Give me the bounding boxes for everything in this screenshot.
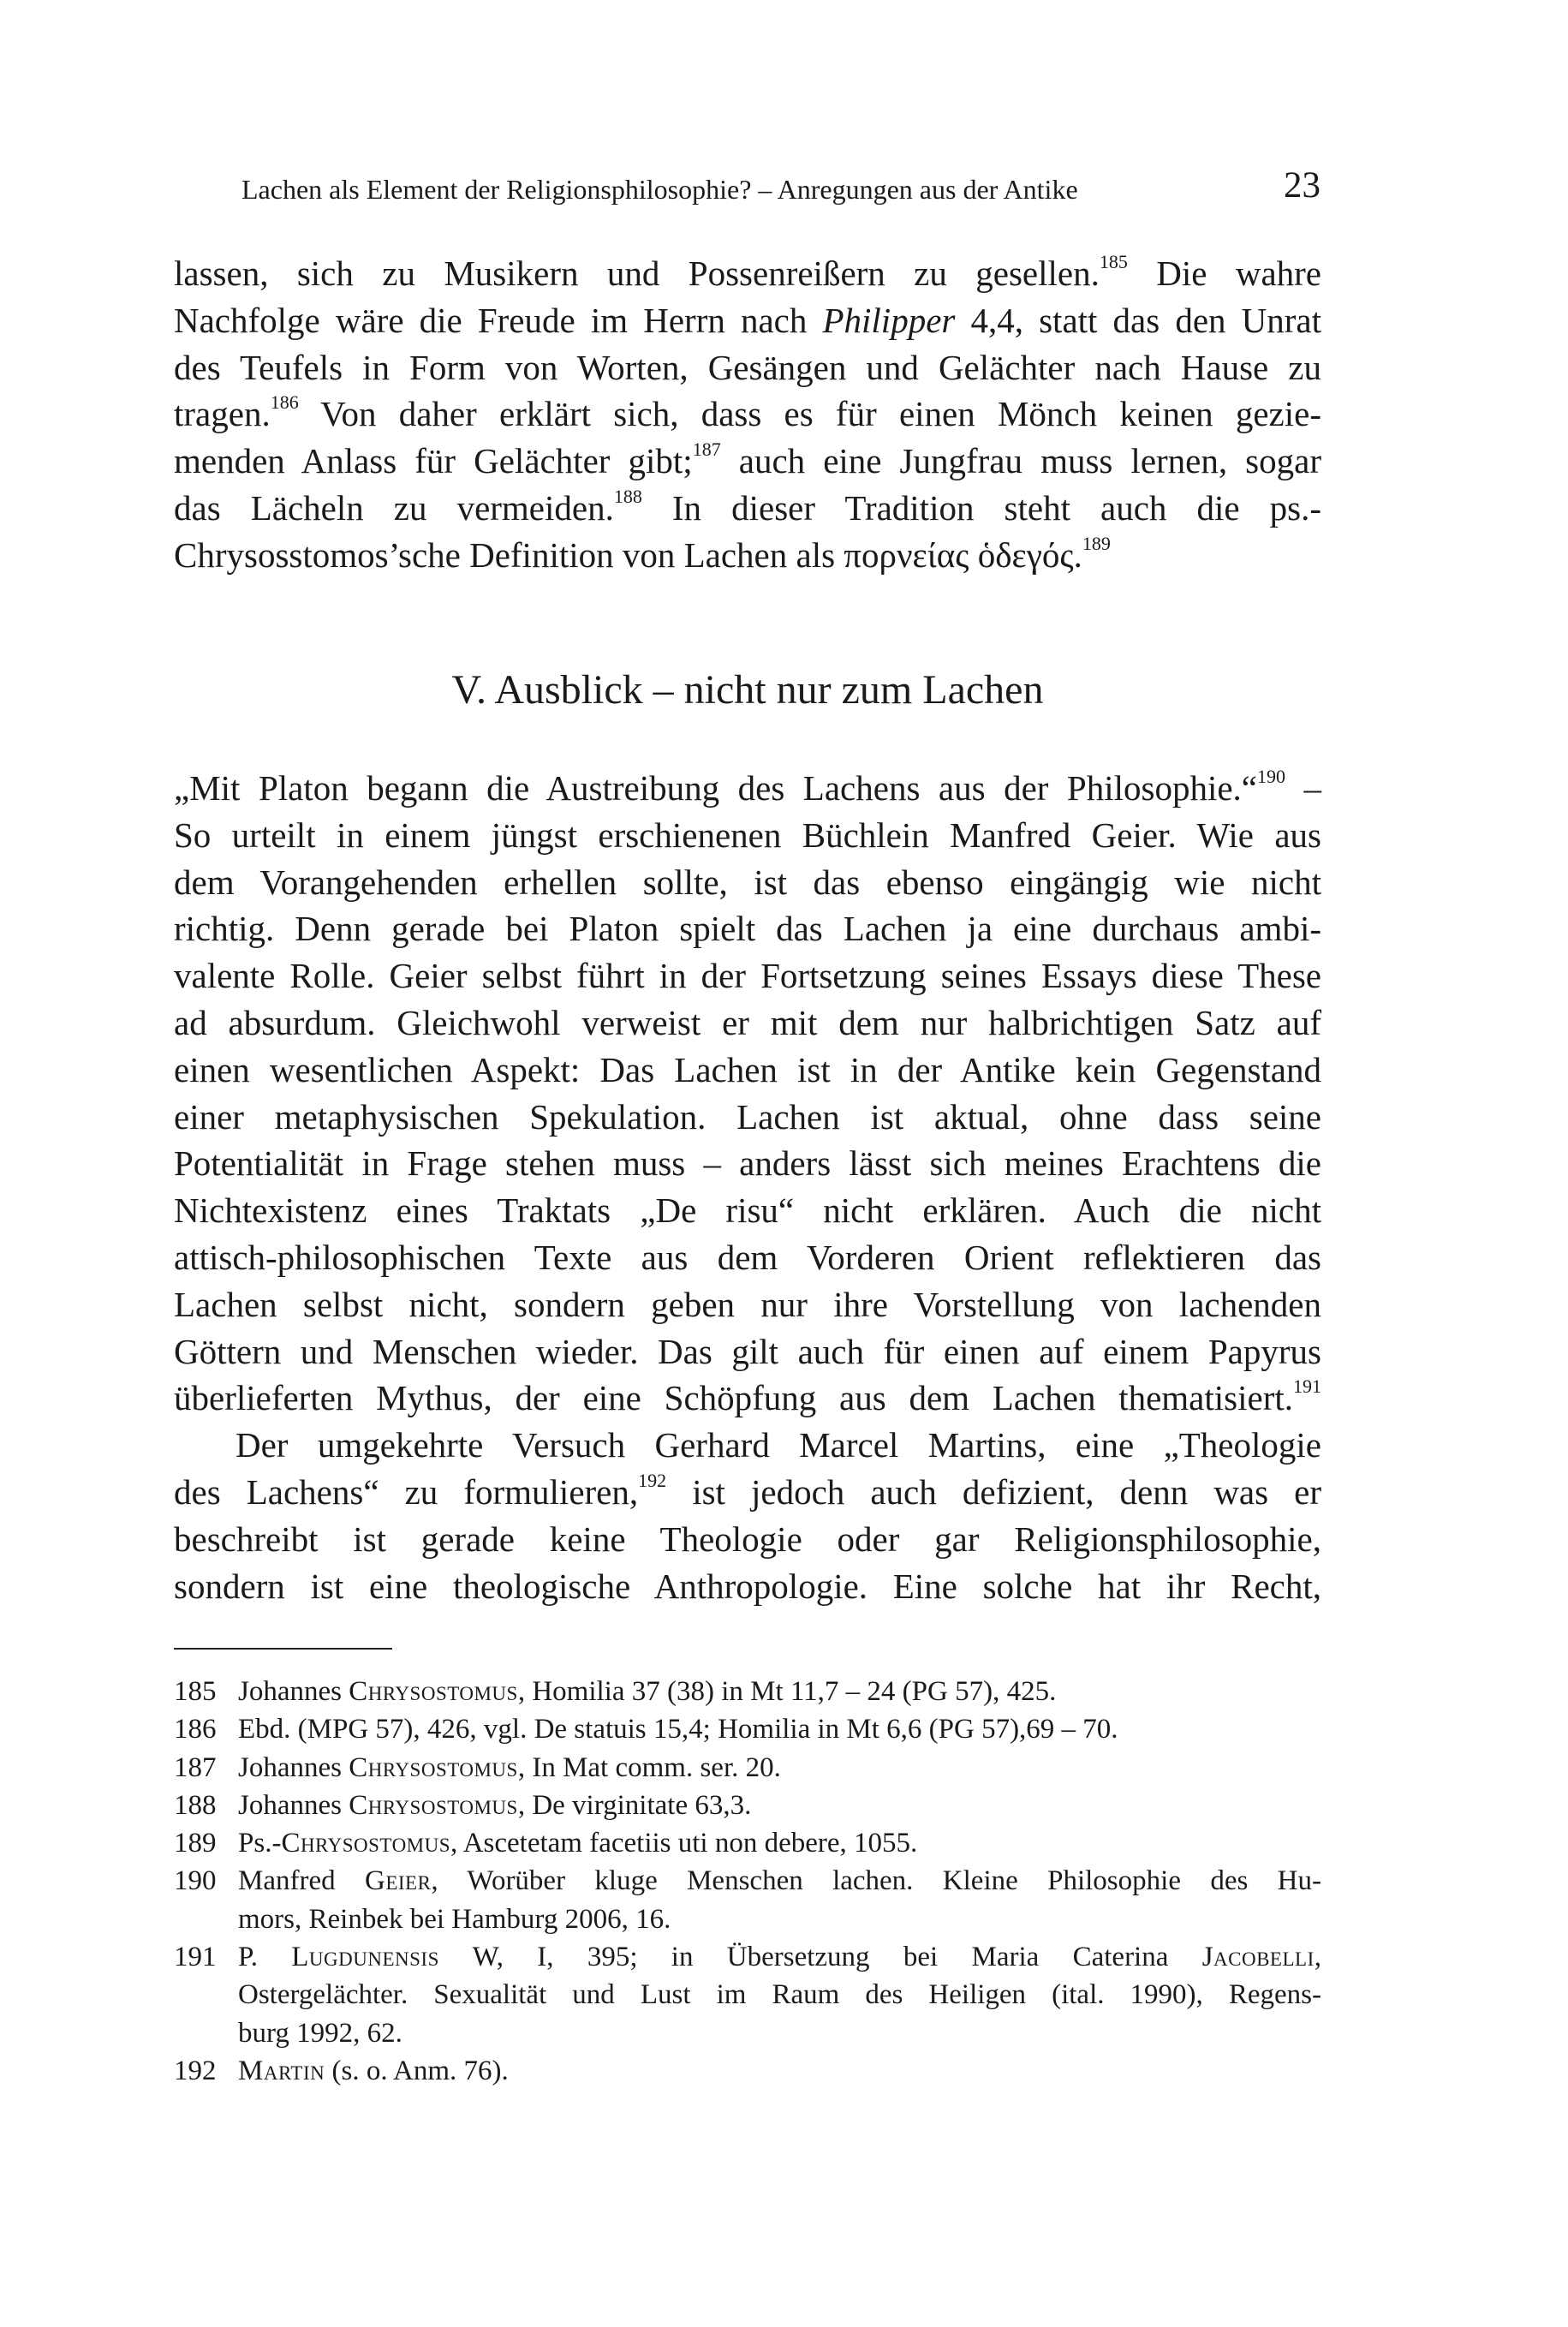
italic-reference: Philipper bbox=[822, 300, 956, 340]
author-name: Martin bbox=[238, 2055, 325, 2086]
page-number: 23 bbox=[1284, 165, 1321, 206]
footnote-ref-186: 186 bbox=[270, 391, 299, 414]
text-fragment: des Lachens“ zu formulieren, bbox=[174, 1471, 639, 1512]
text-fragment: Nachfolge wäre die Freude im Herrn nach bbox=[174, 300, 823, 340]
text-line bbox=[174, 297, 1321, 344]
footnote-line bbox=[238, 1862, 1321, 1900]
text-line bbox=[174, 250, 1321, 297]
text-fragment: Ps.- bbox=[238, 1828, 282, 1859]
footnote-ref-188: 188 bbox=[613, 485, 642, 507]
text-fragment: Chrysosstomos’sche Definition von Lachen als πορνείας ὁδεγός. bbox=[174, 534, 1082, 575]
footnote-number: 189 bbox=[174, 1828, 217, 1859]
section-heading: V. Ausblick – nicht nur zum Lachen bbox=[451, 667, 1044, 713]
text-line bbox=[174, 1469, 1321, 1516]
footnote-ref-185: 185 bbox=[1099, 251, 1128, 272]
footnote-line bbox=[238, 1824, 1321, 1862]
footnote-185 bbox=[174, 1673, 1321, 1710]
text-fragment: lassen, sich zu Musikern und Possenreißern zu gesellen. bbox=[174, 254, 1100, 293]
text-line bbox=[174, 1375, 1321, 1422]
footnote-ref-189: 189 bbox=[1082, 532, 1111, 554]
text-fragment: , Ascetetam facetiis uti non debere, 1055. bbox=[450, 1828, 918, 1859]
footnote-line bbox=[238, 2052, 1321, 2090]
text-line: Lachen selbst nicht, sondern geben nur ihre Vorstellung von lachenden bbox=[174, 1284, 1321, 1324]
footnote-line: Ostergelächter. Sexualität und Lust im Raum des Heiligen (ital. 1990), Regens- bbox=[238, 1979, 1321, 2011]
text-fragment: – bbox=[1285, 768, 1322, 808]
text-line: richtig. Denn gerade bei Platon spielt das Lachen ja eine durchaus ambi- bbox=[174, 909, 1321, 949]
section-paragraph-1 bbox=[174, 765, 1321, 1609]
text-line: valente Rolle. Geier selbst führt in der Fortsetzung seines Essays diese These bbox=[174, 956, 1321, 996]
text-line: einen wesentlichen Aspekt: Das Lachen ist in der Antike kein Gegenstand bbox=[174, 1049, 1321, 1089]
text-line bbox=[174, 532, 1321, 579]
text-fragment: , De virginitate 63,3. bbox=[517, 1789, 752, 1821]
footnote-ref-191: 191 bbox=[1293, 1375, 1321, 1398]
footnote-number: 190 bbox=[174, 1865, 217, 1897]
text-fragment: W, I, 395; in Übersetzung bei Maria Caterina bbox=[438, 1942, 1202, 1973]
author-name: Chrysostomus bbox=[349, 1751, 518, 1783]
author-name: Geier bbox=[364, 1865, 432, 1897]
footnote-192 bbox=[174, 2052, 1321, 2090]
text-fragment: Manfred bbox=[238, 1865, 365, 1897]
footnote-separator bbox=[174, 1648, 392, 1650]
text-line: Göttern und Menschen wieder. Das gilt auch für einen auf einem Papyrus bbox=[174, 1331, 1321, 1371]
author-name: Chrysostomus bbox=[281, 1828, 451, 1859]
footnote-number: 185 bbox=[174, 1676, 217, 1707]
footnote-line bbox=[238, 1673, 1321, 1710]
text-line: dem Vorangehenden erhellen sollte, ist das ebenso eingängig wie nicht bbox=[174, 862, 1321, 902]
footnote-line: mors, Reinbek bei Hamburg 2006, 16. bbox=[238, 1903, 671, 1935]
text-line: einer metaphysischen Spekulation. Lachen ist aktual, ohne dass seine bbox=[174, 1096, 1321, 1137]
footnote-186 bbox=[174, 1710, 1321, 1748]
text-fragment: auch eine Jungfrau muss lernen, sogar bbox=[720, 441, 1321, 481]
author-name: Chrysostomus bbox=[349, 1789, 518, 1821]
text-line: Der umgekehrte Versuch Gerhard Marcel Martins, eine „Theologie bbox=[235, 1425, 1321, 1465]
text-fragment: Von daher erklärt sich, dass es für einen Mönch keinen gezie- bbox=[298, 394, 1321, 434]
text-line: des Teufels in Form von Worten, Gesängen und Gelächter nach Hause zu bbox=[174, 347, 1321, 387]
running-head bbox=[241, 165, 1321, 211]
text-fragment: P. bbox=[238, 1942, 292, 1973]
author-name: Jacobelli bbox=[1201, 1942, 1315, 1973]
footnote-number: 191 bbox=[174, 1942, 217, 1973]
footnote-187 bbox=[174, 1749, 1321, 1787]
text-fragment: , Homilia 37 (38) in Mt 11,7 – 24 (PG 57), 425. bbox=[517, 1676, 1057, 1707]
text-fragment: Johannes bbox=[238, 1676, 349, 1707]
text-fragment: 4,4, statt das den Unrat bbox=[955, 300, 1321, 340]
text-fragment: „Mit Platon begann die Austreibung des Lachens aus der Philosophie.“ bbox=[174, 768, 1257, 808]
text-fragment: , In Mat comm. ser. 20. bbox=[517, 1751, 781, 1783]
footnote-line: burg 1992, 62. bbox=[238, 2017, 402, 2049]
text-fragment: überlieferten Mythus, der eine Schöpfung aus dem Lachen thematisiert. bbox=[174, 1378, 1293, 1418]
text-line bbox=[174, 391, 1321, 438]
footnote-ref-192: 192 bbox=[638, 1469, 667, 1491]
text-line bbox=[174, 485, 1321, 532]
text-fragment: Johannes bbox=[238, 1751, 349, 1783]
footnote-number: 188 bbox=[174, 1789, 217, 1821]
text-line: Nichtexistenz eines Traktats „De risu“ nicht erklären. Auch die nicht bbox=[174, 1190, 1321, 1231]
text-fragment: Johannes bbox=[238, 1789, 349, 1821]
text-fragment: (s. o. Anm. 76). bbox=[325, 2055, 509, 2086]
footnote-number: 192 bbox=[174, 2055, 217, 2086]
footnote-ref-190: 190 bbox=[1257, 766, 1285, 787]
text-fragment: ist jedoch auch defizient, denn was er bbox=[666, 1471, 1321, 1512]
footnote-ref-187: 187 bbox=[692, 439, 721, 461]
text-fragment: , bbox=[1314, 1942, 1321, 1973]
text-fragment: In dieser Tradition steht auch die ps.- bbox=[641, 487, 1321, 528]
footnote-number: 186 bbox=[174, 1714, 217, 1745]
footnote-line bbox=[238, 1938, 1321, 1976]
text-line: Potentialität in Frage stehen muss – anders lässt sich meines Erachtens die bbox=[174, 1143, 1321, 1184]
text-fragment: das Lächeln zu vermeiden. bbox=[174, 487, 614, 528]
footnote-line bbox=[238, 1749, 1321, 1787]
text-line: attisch-philosophischen Texte aus dem Vorderen Orient reflektieren das bbox=[174, 1237, 1321, 1277]
text-line bbox=[174, 765, 1321, 812]
footnote-190 bbox=[174, 1862, 1321, 1938]
author-name: Lugdunensis bbox=[291, 1942, 439, 1973]
footnote-188 bbox=[174, 1787, 1321, 1824]
text-fragment: menden Anlass für Gelächter gibt; bbox=[174, 441, 693, 481]
text-line: beschreibt ist gerade keine Theologie oder gar Religionsphilosophie, bbox=[174, 1519, 1321, 1559]
text-line bbox=[174, 438, 1321, 485]
running-head-title: Lachen als Element der Religionsphilosophie? – Anregungen aus der Antike bbox=[241, 174, 1078, 205]
text-line: ad absurdum. Gleichwohl verweist er mit dem nur halbrichtigen Satz auf bbox=[174, 1002, 1321, 1042]
footnote-line bbox=[238, 1787, 1321, 1824]
text-fragment: Die wahre bbox=[1127, 254, 1321, 293]
text-fragment: , Worüber kluge Menschen lachen. Kleine Philosophie des Hu- bbox=[431, 1865, 1321, 1897]
author-name: Chrysostomus bbox=[349, 1676, 518, 1707]
footnote-191 bbox=[174, 1938, 1321, 2052]
top-paragraph bbox=[174, 250, 1321, 579]
footnotes bbox=[174, 1673, 1321, 2090]
footnote-189 bbox=[174, 1824, 1321, 1862]
text-fragment: tragen. bbox=[174, 394, 271, 434]
footnote-line: Ebd. (MPG 57), 426, vgl. De statuis 15,4; Homilia in Mt 6,6 (PG 57),69 – 70. bbox=[238, 1714, 1118, 1745]
text-line: So urteilt in einem jüngst erschienenen Büchlein Manfred Geier. Wie aus bbox=[174, 814, 1321, 855]
text-line: sondern ist eine theologische Anthropologie. Eine solche hat ihr Recht, bbox=[174, 1566, 1321, 1606]
footnote-number: 187 bbox=[174, 1751, 217, 1783]
